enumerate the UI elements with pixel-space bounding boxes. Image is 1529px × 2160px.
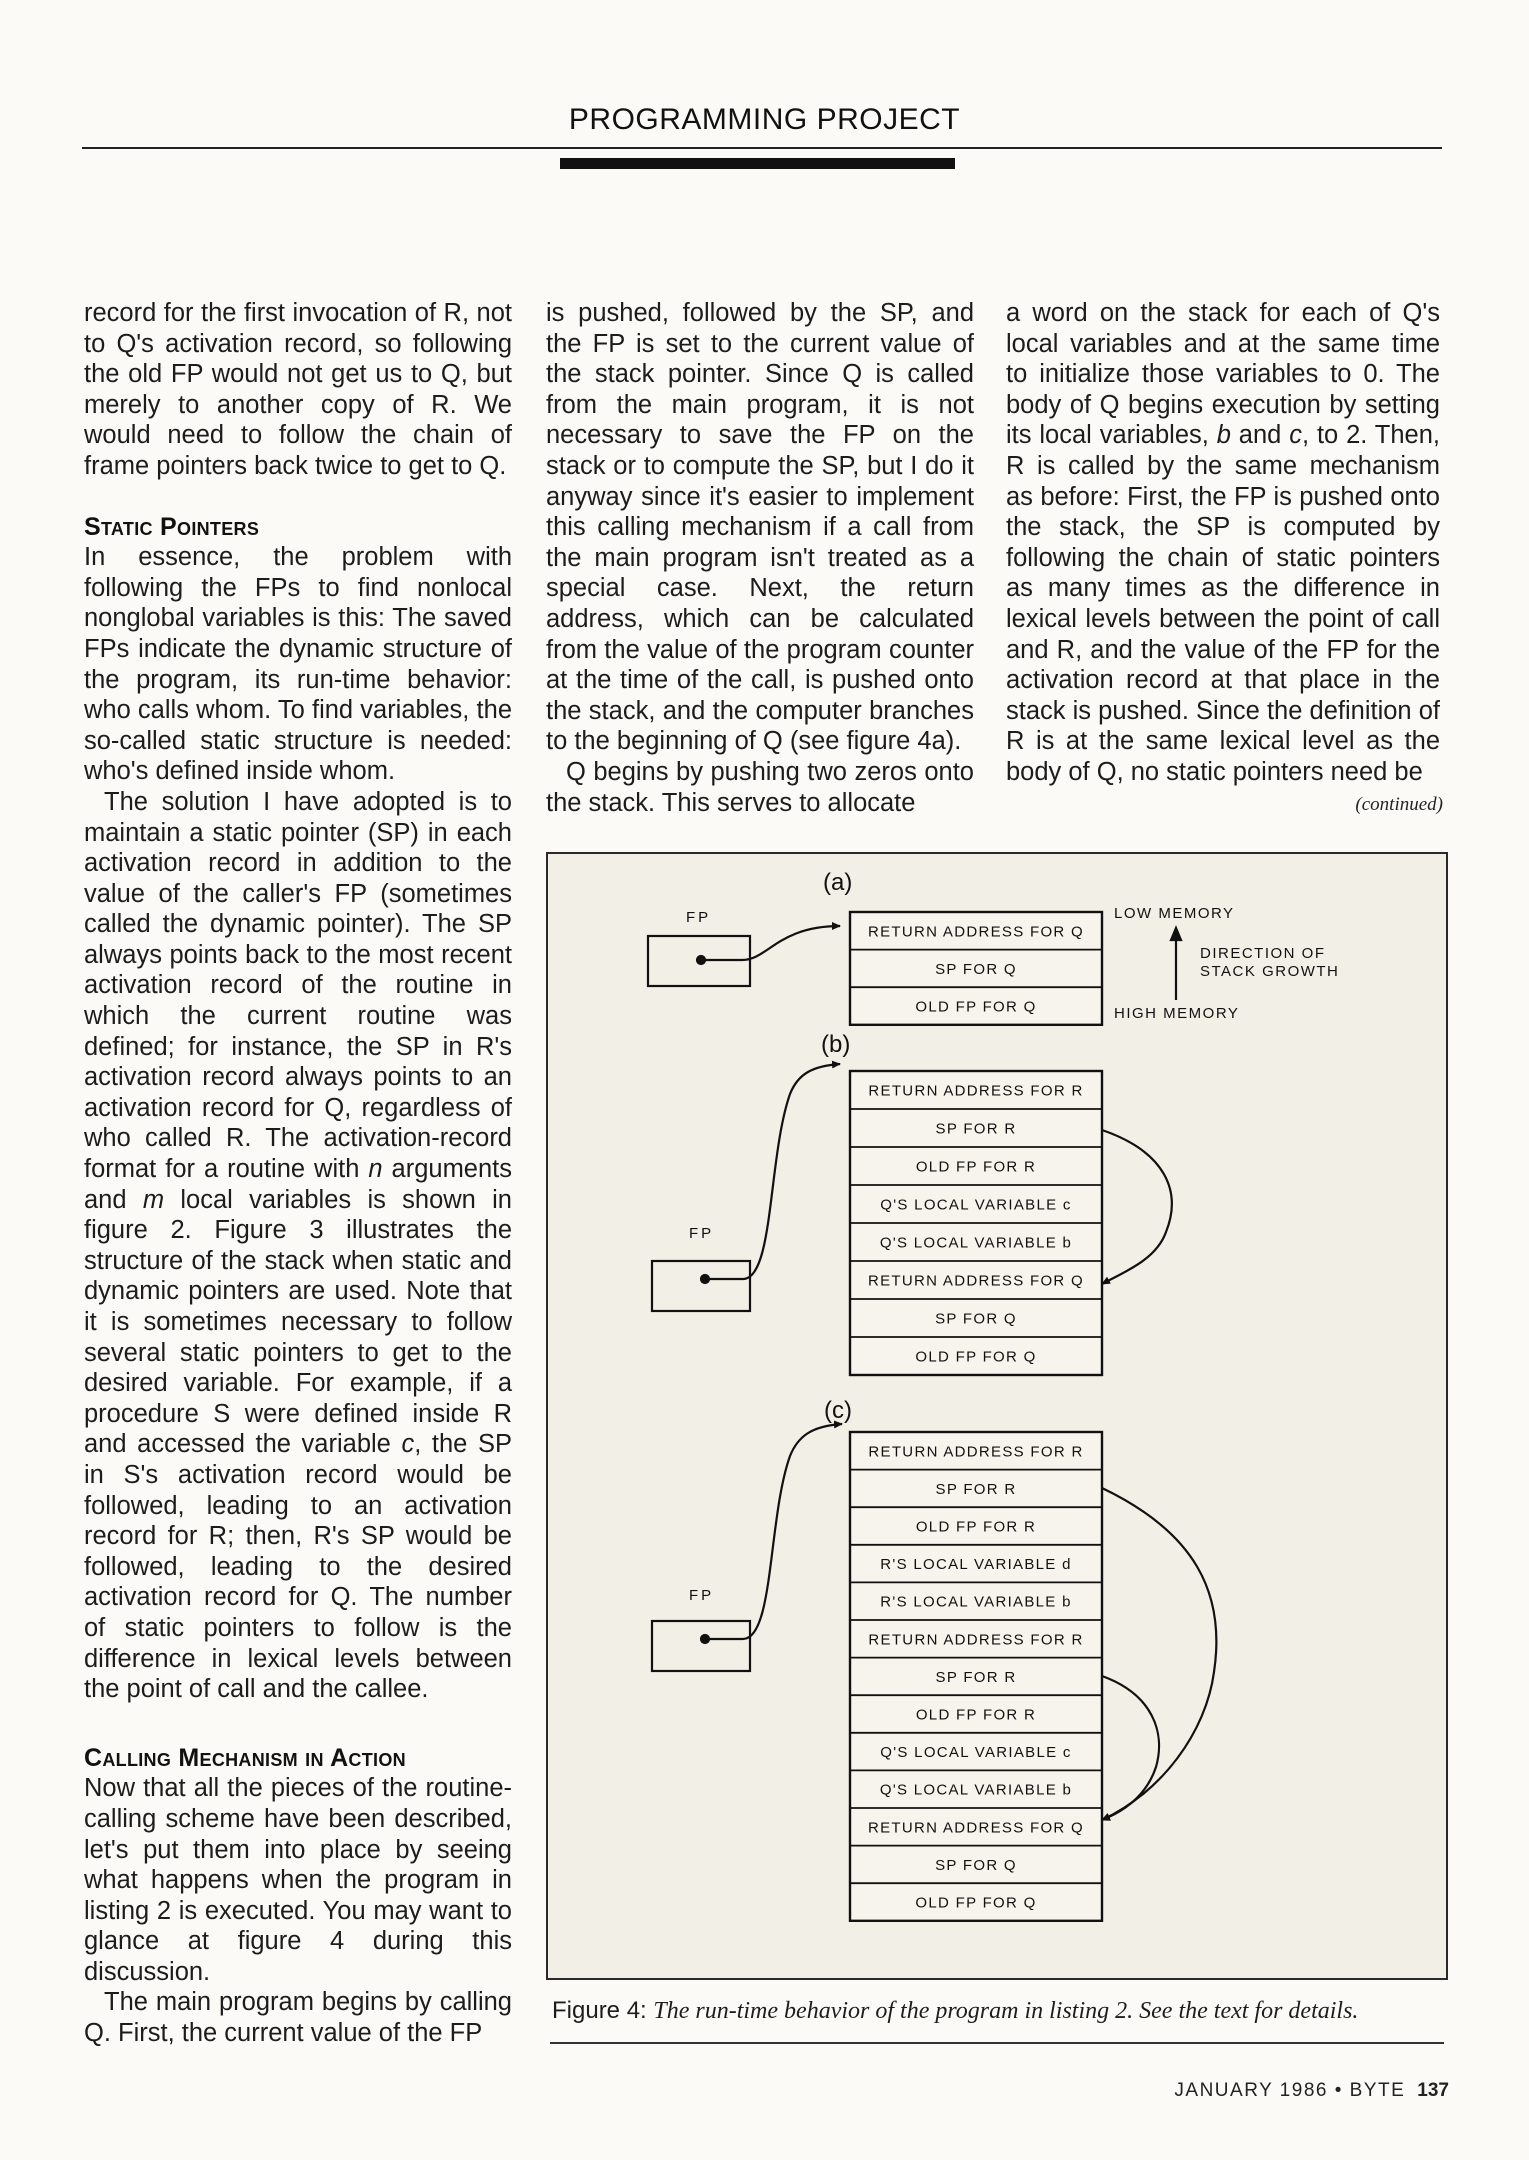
stack-b-cell: RETURN ADDRESS FOR Q [867,1272,1085,1290]
header-rule [82,147,1442,149]
fp-label-c: FP [689,1587,715,1604]
stack-c-cell: Q'S LOCAL VARIABLE c [880,1744,1072,1762]
stack-c-cell: RETURN ADDRESS FOR R [868,1631,1084,1649]
page-number: 137 [1417,2080,1449,2101]
fp-arrow-a [701,926,840,960]
stack-c-cell: Q'S LOCAL VARIABLE b [879,1781,1073,1799]
subfigure-label-c: (c) [824,1397,852,1424]
fp-register-box-b [652,1261,750,1311]
fp-label-b: FP [689,1225,715,1242]
text-column-2 [546,298,974,818]
stack-c-cell: RETURN ADDRESS FOR Q [867,1819,1085,1837]
paragraph: a word on the stack for each of Q's local variables and at the same time to initialize those variables to 0. The body of Q begins execution by setting its local variables, b and c, to 2. Then, R is called by the same mechanism as before: First, the FP is pushed onto the stack, the SP is computed by following the chain of static pointers as many times as the difference in lexical levels between the point of call and R, and the value of the FP for the activation record at that place in the stack is pushed. Since the definition of R is at the same lexical level as the body of Q, no static pointers need be [1006,299,1440,786]
fp-arrow-b [705,1064,840,1279]
fp-arrow-c [705,1424,842,1639]
stack-c-cell: RETURN ADDRESS FOR R [868,1443,1084,1461]
section-heading-calling-mechanism: Calling Mechanism in Action [84,1743,406,1772]
caption-label: Figure 4: [552,1997,647,2024]
stack-b-cell: RETURN ADDRESS FOR R [868,1082,1084,1100]
text-column-3 [1006,298,1440,788]
stack-growth-label: STACK GROWTH [1200,963,1340,980]
running-header: PROGRAMMING PROJECT [568,103,961,136]
fp-label-a: FP [686,909,712,926]
direction-label: DIRECTION OF [1200,945,1326,962]
paragraph: The main program begins by calling Q. First, the current value of the FP [84,1988,512,2048]
footer-date: JANUARY 1986 • BYTE [1174,2080,1406,2101]
static-pointer-arrow-c2 [1102,1676,1159,1820]
caption-rule [550,2042,1444,2044]
stack-c-cell: SP FOR Q [935,1856,1017,1874]
paragraph: Now that all the pieces of the routine-calling scheme have been described, let's put them into place by seeing what happens when the program in listing 2 is executed. You may want to glance at figure 4 during this discussion. [84,1774,512,1986]
paragraph: Q begins by pushing two zeros onto the stack. This serves to allocate [546,757,974,817]
high-memory-label: HIGH MEMORY [1114,1005,1240,1022]
stack-b-cell: Q'S LOCAL VARIABLE c [880,1196,1072,1214]
static-pointer-arrow-c1 [1102,1488,1216,1820]
stack-a-cell: OLD FP FOR Q [915,998,1037,1016]
stack-b-cell: Q'S LOCAL VARIABLE b [879,1234,1073,1252]
stack-a-cell: RETURN ADDRESS FOR Q [867,923,1085,941]
static-pointer-arrow-b [1102,1130,1172,1284]
stack-b-cell: OLD FP FOR R [915,1158,1037,1176]
fp-register-box-c [652,1621,750,1671]
stack-c-cell: OLD FP FOR R [915,1706,1037,1724]
subfigure-label-a: (a) [823,869,853,896]
header-bar [560,158,955,169]
text-column-1 [84,298,512,2049]
caption-text: The run-time behavior of the program in listing 2. See the text for details. [653,1998,1359,2024]
stack-c-cell: R'S LOCAL VARIABLE d [880,1556,1072,1574]
continued-note: (continued) [1355,794,1443,815]
figure-caption [552,1997,1452,2025]
stack-c-cell: OLD FP FOR R [915,1518,1037,1536]
stack-b-cell: SP FOR Q [935,1310,1017,1328]
stack-c-cell: OLD FP FOR Q [915,1894,1037,1912]
paragraph: The solution I have adopted is to maintain a static pointer (SP) in each activation record in addition to the value of the caller's FP (sometimes called the dynamic pointer). The SP always points back to the most recent activation record of the routine in which the current routine was defined; for instance, the SP in R's activation record always points to an activation record for Q, regardless of who called R. The activation-record format for a routine with n arguments and m local variables is shown in figure 2. Figure 3 illustrates the structure of the stack when static and dynamic pointers are used. Note that it is sometimes necessary to follow several static pointers to get to the desired variable. For example, if a procedure S were defined inside R and accessed the variable c, the SP in S's activation record would be followed, leading to an activation record for R; then, R's SP would be followed, leading to the desired activation record for Q. The number of static pointers to follow is the difference in lexical levels between the point of call and the callee. [84,787,513,1704]
stack-c-cell: SP FOR R [935,1668,1017,1686]
paragraph: record for the first invocation of R, not to Q's activation record, so following the old FP would not get us to Q, but merely to another copy of R. We would need to follow the chain of frame pointers back twice to get to Q. [84,299,512,480]
growth-arrow-head [1171,928,1181,940]
stack-c-cell: SP FOR R [935,1480,1017,1498]
paragraph: In essence, the problem with following the FPs to find nonlocal nonglobal variables is this: The saved FPs indicate the dynamic structure of the program, its run-time behavior: who calls whom. To find variables, the so-called static structure is needed: who's defined inside whom. [84,543,512,786]
paragraph: is pushed, followed by the SP, and the FP is set to the current value of the stack pointer. Since Q is called from the main program, it is not necessary to save the FP on the stack or to compute the SP, but I do it anyway since it's easier to implement this calling mechanism if a call from the main program isn't treated as a special case. Next, the return address, which can be calculated from the value of the program counter at the time of the call, is pushed onto the stack, and the computer branches to the beginning of Q (see figure 4a). [546,299,974,756]
section-heading-static-pointers: Static Pointers [84,512,260,541]
stack-a-cell: SP FOR Q [935,960,1017,978]
stack-b-cell: OLD FP FOR Q [915,1348,1037,1366]
figure-4-diagram [546,852,1448,1980]
page-footer [1174,2080,1449,2102]
low-memory-label: LOW MEMORY [1114,905,1235,922]
stack-b-cell: SP FOR R [935,1120,1017,1138]
subfigure-label-b: (b) [821,1031,851,1058]
stack-c-cell: R'S LOCAL VARIABLE b [880,1593,1072,1611]
